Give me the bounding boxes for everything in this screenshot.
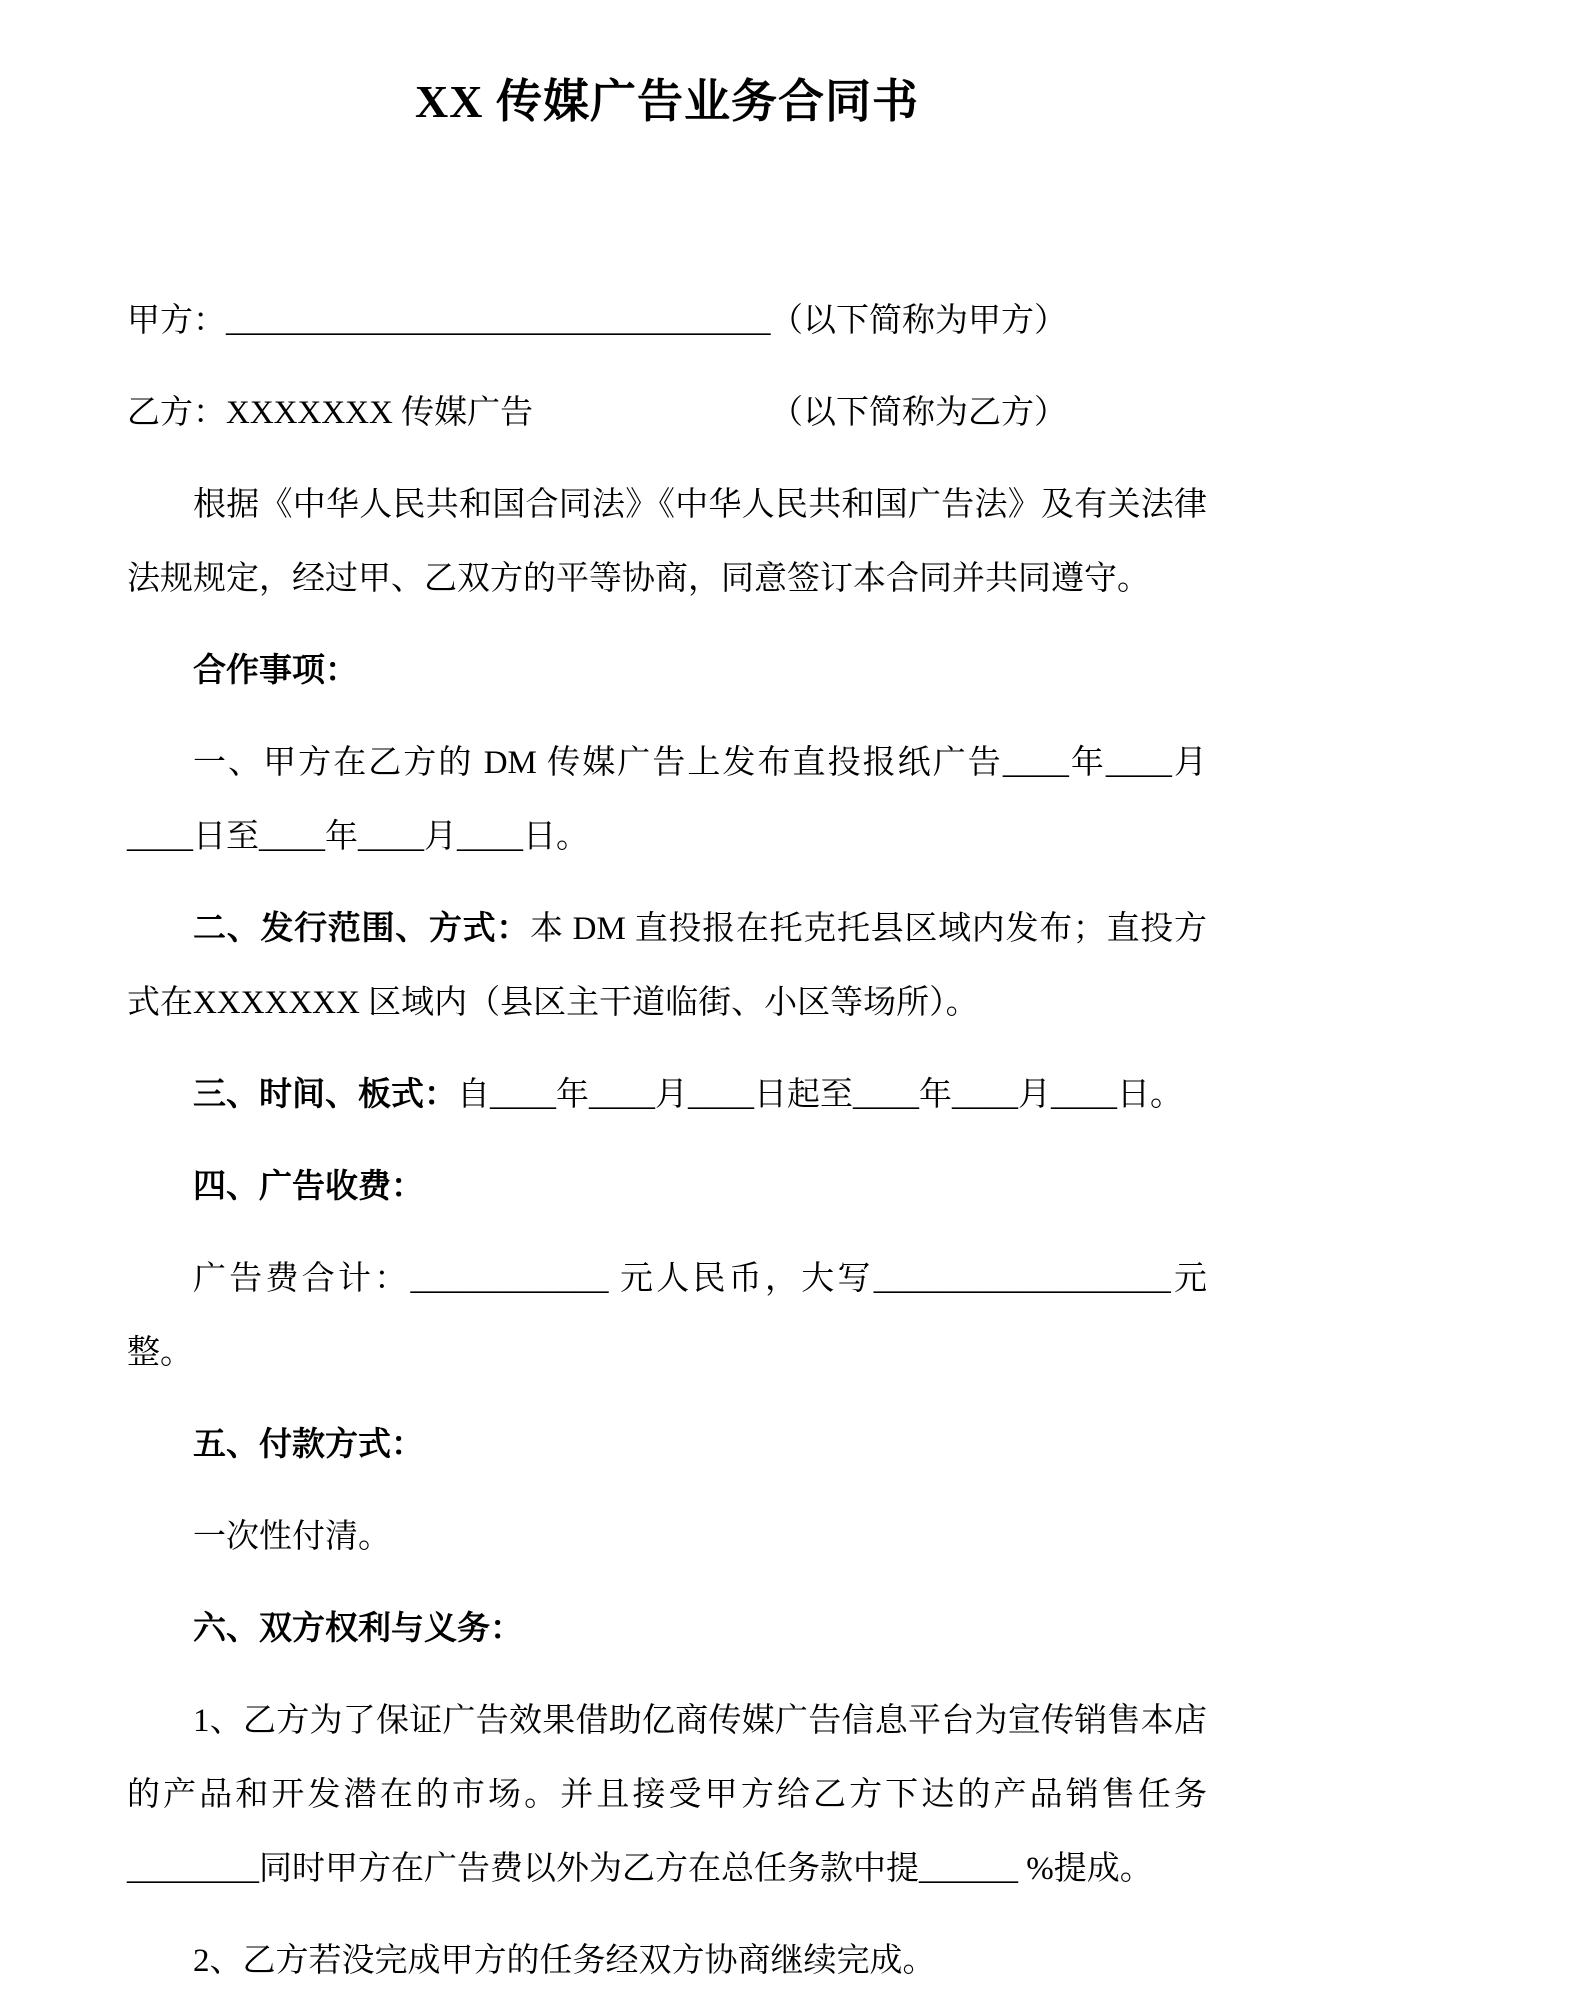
party-b-label: 乙方： xyxy=(127,395,226,431)
clause-3-time-format xyxy=(127,1058,1207,1132)
party-a-row xyxy=(127,284,1207,358)
party-a-alias: （以下简称为甲方） xyxy=(770,303,1067,339)
clause-4-bold-prefix: 四、广告收费： xyxy=(193,1169,424,1205)
clause-2-distribution xyxy=(127,892,1207,1040)
party-b-alias: （以下简称为乙方） xyxy=(770,395,1067,431)
clause-6-rights-obligations xyxy=(127,1592,1207,1666)
obligation-item-1-text: 1、乙方为了保证广告效果借助亿商传媒广告信息平台为宣传销售本店的产品和开发潜在的市场。并且接受甲方给乙方下达的产品销售任务________同时甲方在广告费以外为乙方在总任务款中提______ %提成。 xyxy=(127,1703,1207,1887)
clause-2-bold-prefix: 二、发行范围、方式： xyxy=(193,911,531,947)
clause-5-payment-method xyxy=(127,1408,1207,1482)
section-heading-cooperation: 合作事项： xyxy=(193,653,358,689)
obligation-item-2-text: 2、乙方若没完成甲方的任务经双方协商继续完成。 xyxy=(193,1943,936,1979)
payment-note-line xyxy=(127,1500,1207,1574)
obligation-item-2 xyxy=(127,1924,1207,1998)
payment-note-text: 一次性付清。 xyxy=(193,1519,391,1555)
party-b-row xyxy=(127,376,1207,450)
fee-total-text: 广告费合计：____________ 元人民币，大写__________________元整。 xyxy=(127,1261,1207,1371)
clause-3-text: 自____年____月____日起至____年____月____日。 xyxy=(457,1077,1183,1113)
party-b-left xyxy=(127,376,770,450)
clause-5-bold-prefix: 五、付款方式： xyxy=(193,1427,424,1463)
fee-total-line xyxy=(127,1242,1207,1390)
clause-1-text: 一、甲方在乙方的 DM 传媒广告上发布直投报纸广告____年____月____日至____年____月____日。 xyxy=(127,745,1207,855)
party-b-name: XXXXXXX 传媒广告 xyxy=(226,395,534,431)
clause-4-advertising-fee xyxy=(127,1150,1207,1224)
obligation-item-1 xyxy=(127,1684,1207,1906)
document-title: XX 传媒广告业务合同书 xyxy=(415,76,919,127)
clause-6-bold-prefix: 六、双方权利与义务： xyxy=(193,1611,523,1647)
preamble-paragraph: 根据《中华人民共和国合同法》《中华人民共和国广告法》及有关法律法规规定，经过甲、乙双方的平等协商，同意签订本合同并共同遵守。 xyxy=(127,487,1207,597)
party-a-blank-line: _________________________________ xyxy=(226,303,771,339)
party-a-label: 甲方： xyxy=(127,303,226,339)
party-a-left xyxy=(127,284,770,358)
clause-1-publication xyxy=(127,726,1207,874)
clause-2-text: 本 DM 直投报在托克托县区域内发布；直投方式在XXXXXXX 区域内（县区主干道临街、小区等场所）。 xyxy=(127,911,1207,1021)
clause-3-bold-prefix: 三、时间、板式： xyxy=(193,1077,457,1113)
